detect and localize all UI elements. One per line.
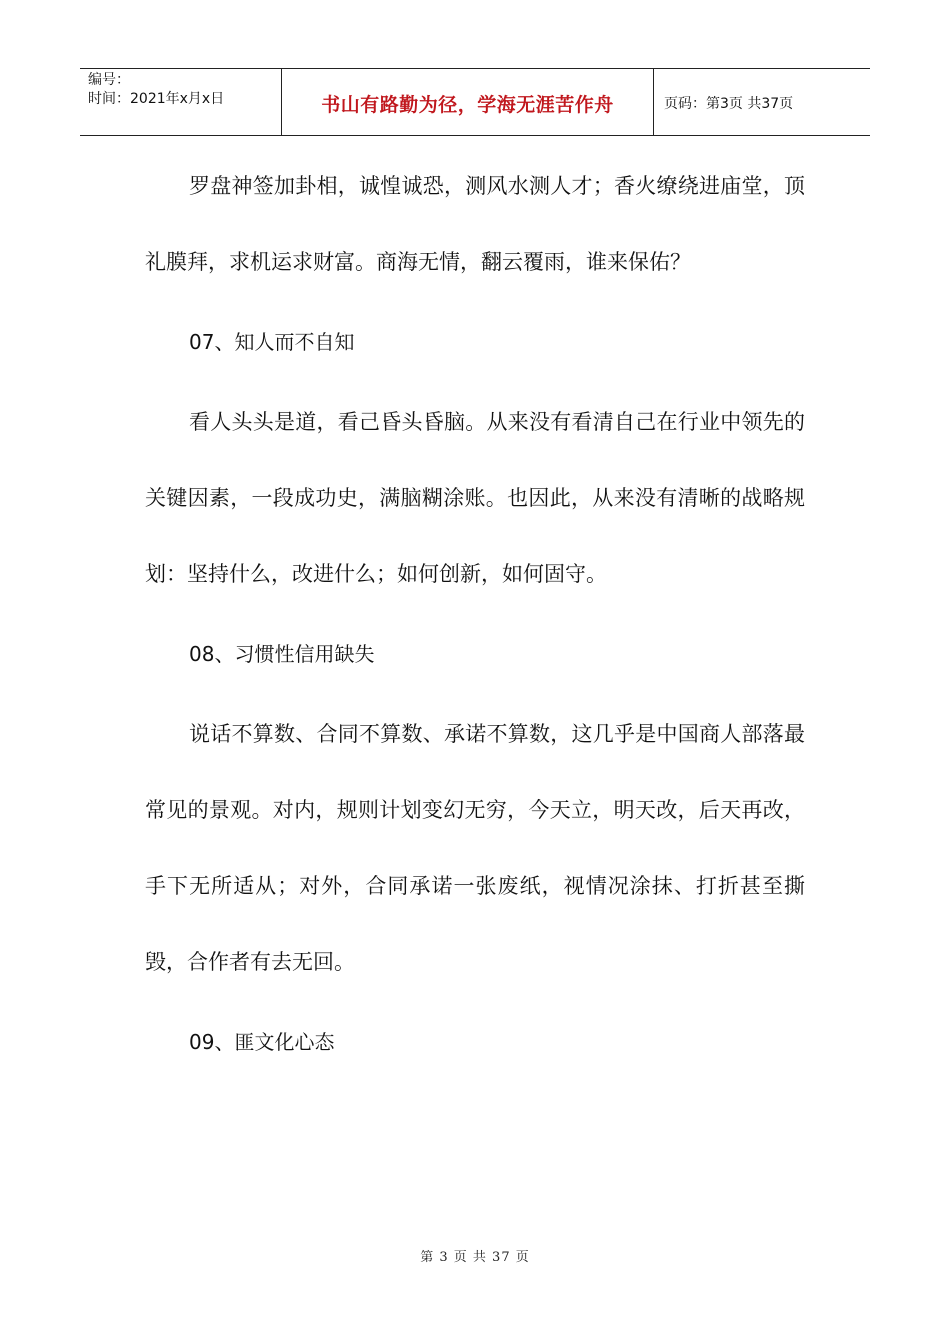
section-heading: 08、习惯性信用缺失 — [189, 642, 375, 666]
section-heading: 09、匪文化心态 — [189, 1030, 335, 1054]
section-heading: 07、知人而不自知 — [189, 330, 355, 354]
header-info-cell — [80, 69, 282, 135]
document-body — [145, 148, 805, 1084]
body-paragraph: 罗盘神签加卦相，诚惶诚恐，测风水测人才；香火缭绕进庙堂，顶礼膜拜，求机运求财富。商海无情，翻云覆雨，谁来保佑？ — [145, 174, 805, 274]
header-motto: 书山有路勤为径，学海无涯苦作舟 — [282, 69, 654, 135]
document-number-label: 编号： — [88, 72, 130, 88]
body-paragraph: 看人头头是道，看己昏头昏脑。从来没有看清自己在行业中领先的关键因素，一段成功史，满脑糊涂账。也因此，从来没有清晰的战略规划：坚持什么，改进什么；如何创新，如何固守。 — [145, 410, 805, 586]
page-footer: 第 3 页 共 37 页 — [420, 1250, 530, 1265]
document-header — [80, 68, 870, 136]
body-paragraph: 说话不算数、合同不算数、承诺不算数，这几乎是中国商人部落最常见的景观。对内，规则计划变幻无穷，今天立，明天改，后天再改，手下无所适从；对外，合同承诺一张废纸，视情况涂抹、打折甚至撕毁，合作者有去无回。 — [145, 722, 805, 974]
document-time-label: 时间：2021年x月x日 — [88, 91, 225, 107]
header-page-label: 页码：第3页 共37页 — [664, 96, 794, 112]
